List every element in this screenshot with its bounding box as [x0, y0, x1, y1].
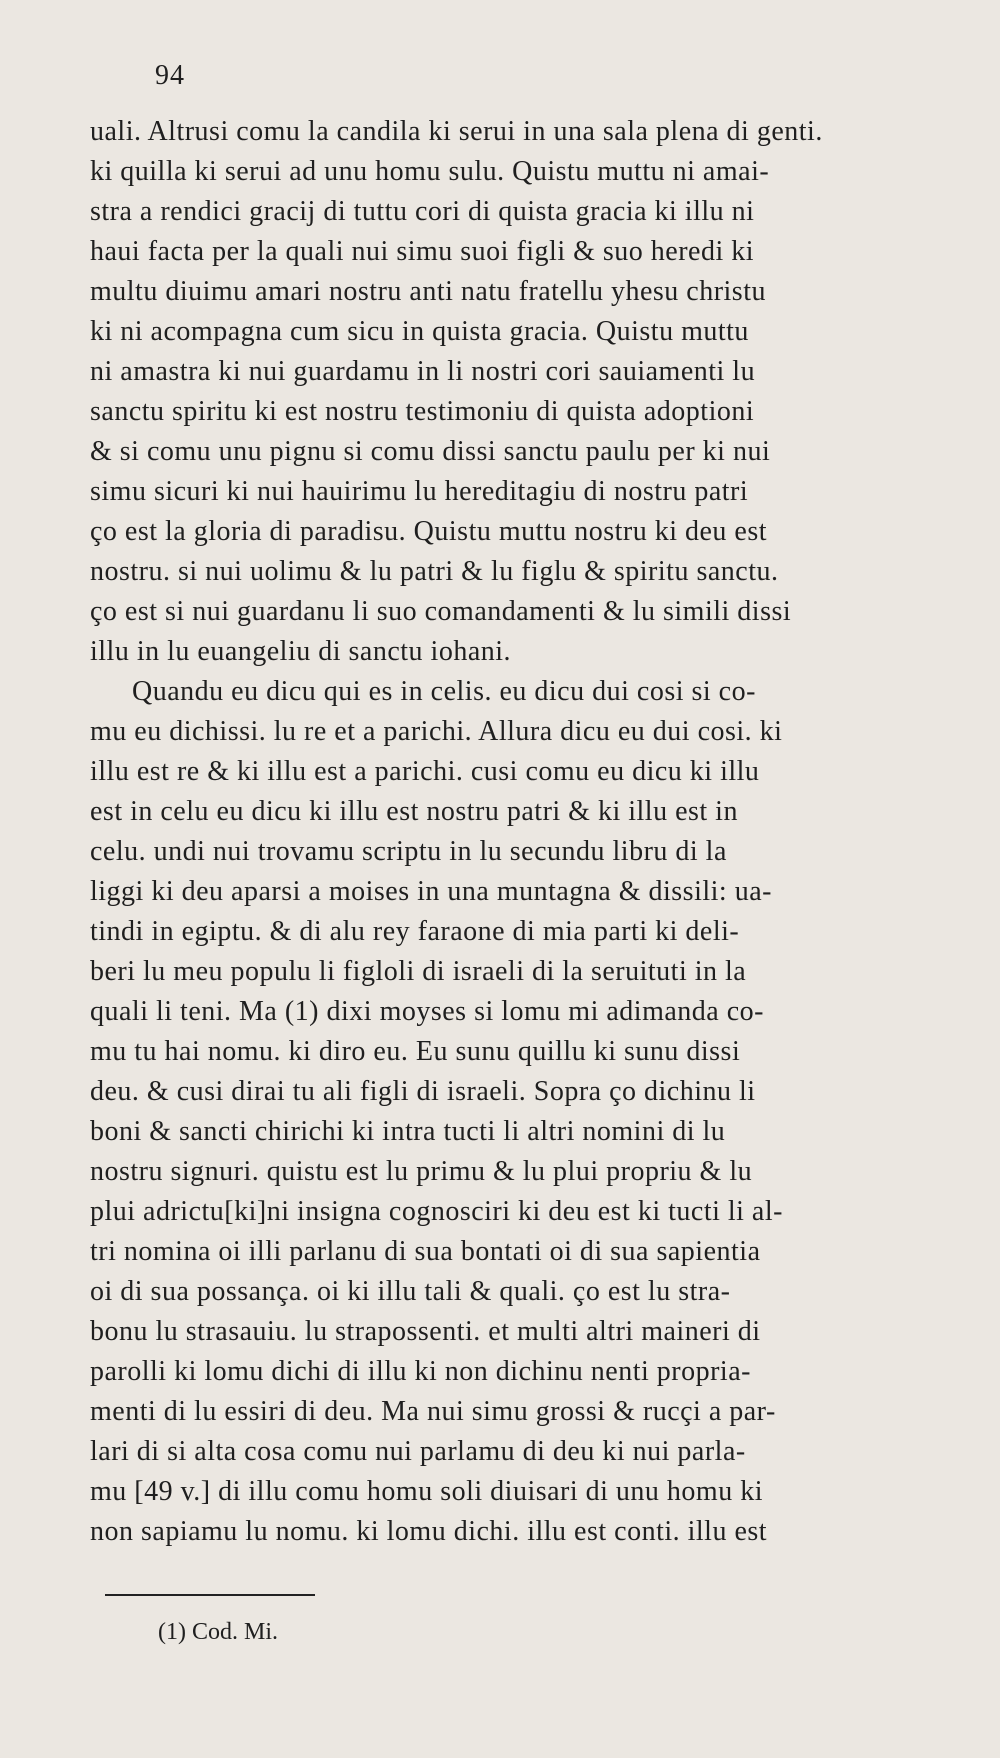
text-line: sanctu spiritu ki est nostru testimoniu di quista adoptioni — [90, 396, 755, 427]
text-line: nostru signuri. quistu est lu primu & lu plui propriu & lu — [90, 1156, 753, 1187]
paragraph-1 — [90, 112, 970, 672]
text-line: plui adrictu[ki]ni insigna cognosciri ki deu est ki tucti li al- — [90, 1196, 783, 1227]
text-line: ki quilla ki serui ad unu homu sulu. Quistu muttu ni amai- — [90, 156, 770, 187]
text-line: est in celu eu dicu ki illu est nostru patri & ki illu est in — [90, 796, 738, 827]
text-line: menti di lu essiri di deu. Ma nui simu grossi & rucçi a par- — [90, 1396, 776, 1427]
text-line: Quandu eu dicu qui es in celis. eu dicu dui cosi si co- — [132, 676, 756, 707]
text-line: ço est si nui guardanu li suo comandamenti & lu simili dissi — [90, 596, 792, 627]
text-line: uali. Altrusi comu la candila ki serui in una sala plena di genti. — [90, 116, 823, 147]
text-line: liggi ki deu aparsi a moises in una muntagna & dissili: ua- — [90, 876, 772, 907]
text-line: celu. undi nui trovamu scriptu in lu secundu libru di la — [90, 836, 727, 867]
text-line: nostru. si nui uolimu & lu patri & lu figlu & spiritu sanctu. — [90, 556, 779, 587]
text-line: tri nomina oi illi parlanu di sua bontati oi di sua sapientia — [90, 1236, 761, 1267]
text-line: mu tu hai nomu. ki diro eu. Eu sunu quillu ki sunu dissi — [90, 1036, 741, 1067]
text-line: illu est re & ki illu est a parichi. cusi comu eu dicu ki illu — [90, 756, 760, 787]
text-line: ni amastra ki nui guardamu in li nostri cori sauiamenti lu — [90, 356, 756, 387]
text-line: ço est la gloria di paradisu. Quistu muttu nostru ki deu est — [90, 516, 768, 547]
text-line: quali li teni. Ma (1) dixi moyses si lomu mi adimanda co- — [90, 996, 764, 1027]
text-line: bonu lu strasauiu. lu strapossenti. et multi altri maineri di — [90, 1316, 761, 1347]
text-line: parolli ki lomu dichi di illu ki non dichinu nenti propria- — [90, 1356, 751, 1387]
text-line: deu. & cusi dirai tu ali figli di israeli. Sopra ço dichinu li — [90, 1076, 756, 1107]
text-line: & si comu unu pignu si comu dissi sanctu paulu per ki nui — [90, 436, 771, 467]
text-line: oi di sua possança. oi ki illu tali & quali. ço est lu stra- — [90, 1276, 731, 1307]
text-line: beri lu meu populu li figloli di israeli di la seruituti in la — [90, 956, 747, 987]
text-line: mu [49 v.] di illu comu homu soli diuisari di unu homu ki — [90, 1476, 763, 1507]
paragraph-2 — [90, 672, 970, 1552]
text-line: mu eu dichissi. lu re et a parichi. Allura dicu eu dui cosi. ki — [90, 716, 783, 747]
footnote-divider — [105, 1594, 315, 1596]
text-line: tindi in egiptu. & di alu rey faraone di mia parti ki deli- — [90, 916, 740, 947]
text-line: haui facta per la quali nui simu suoi figli & suo heredi ki — [90, 236, 755, 267]
text-line: multu diuimu amari nostru anti natu fratellu yhesu christu — [90, 276, 766, 307]
body-text — [90, 112, 970, 1552]
text-line: non sapiamu lu nomu. ki lomu dichi. illu est conti. illu est — [90, 1516, 768, 1547]
text-line: boni & sancti chirichi ki intra tucti li altri nomini di lu — [90, 1116, 726, 1147]
text-line: stra a rendici gracij di tuttu cori di quista gracia ki illu ni — [90, 196, 755, 227]
page-number: 94 — [155, 60, 185, 91]
footnote: (1) Cod. Mi. — [158, 1619, 278, 1645]
text-line: illu in lu euangeliu di sanctu iohani. — [90, 636, 512, 667]
text-line: lari di si alta cosa comu nui parlamu di deu ki nui parla- — [90, 1436, 746, 1467]
text-line: simu sicuri ki nui hauirimu lu hereditagiu di nostru patri — [90, 476, 749, 507]
text-line: ki ni acompagna cum sicu in quista gracia. Quistu muttu — [90, 316, 749, 347]
